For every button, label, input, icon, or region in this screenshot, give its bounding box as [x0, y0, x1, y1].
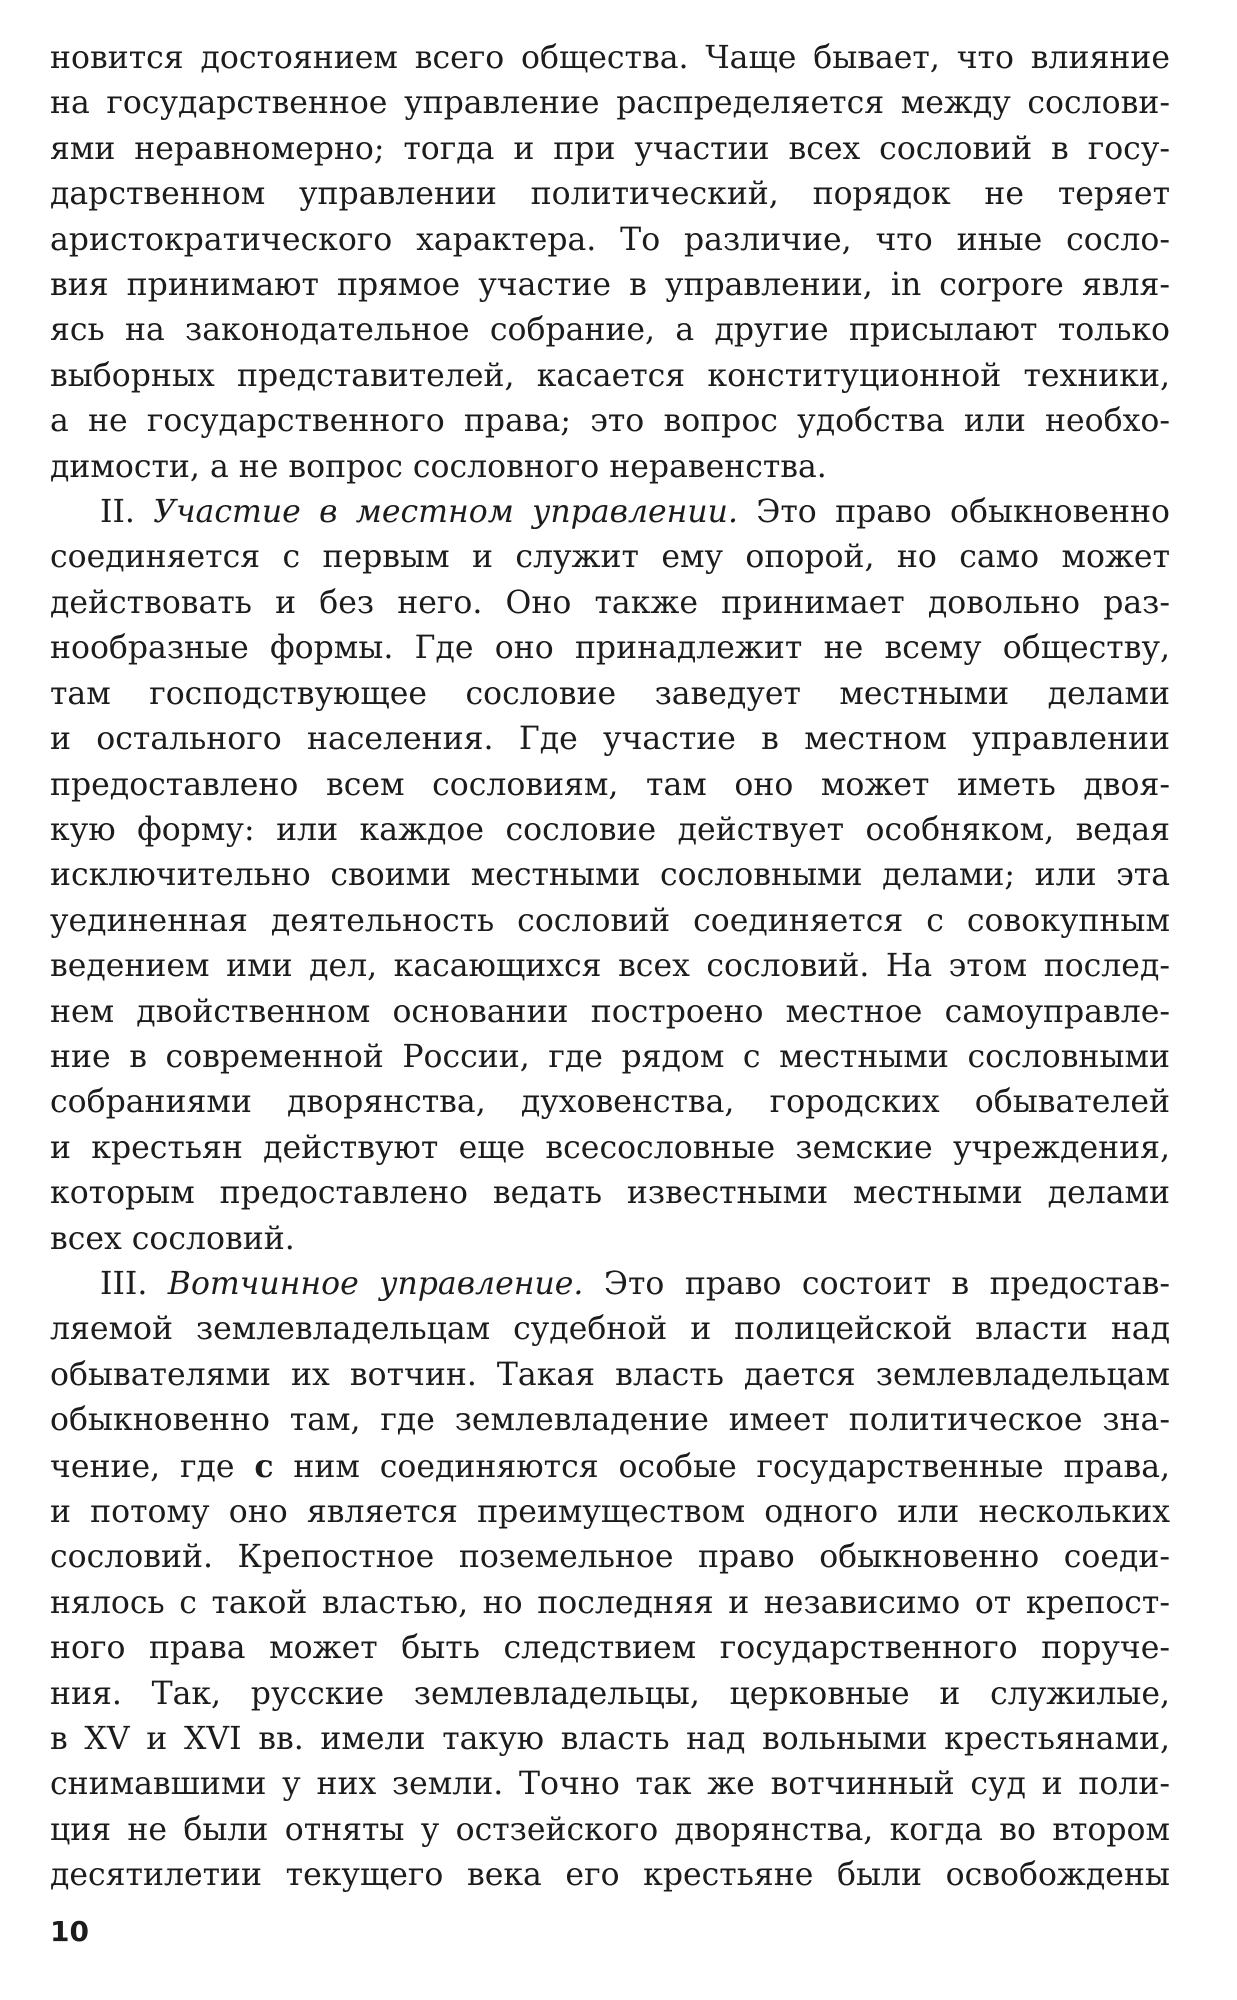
text-line: обыкновенно там, где землевладение имеет политическое зна-: [50, 1402, 1170, 1439]
text-line: собраниями дворянства, духовенства, городских обывателей: [50, 1084, 1170, 1121]
section-numeral: III.: [100, 1265, 148, 1302]
text-line: соединяется с первым и служит ему опорой, но само может: [50, 539, 1170, 576]
text-line: исключительно своими местными сословными делами; или эта: [50, 857, 1170, 894]
text-line: на государственное управление распределяется между сослови-: [50, 85, 1170, 122]
text-line: и крестьян действуют еще всесословные земские учреждения,: [50, 1129, 1170, 1166]
text-line: ного права может быть следствием государственного поруче-: [50, 1630, 1170, 1667]
text-line: выборных представителей, касается конституционной техники,: [50, 357, 1170, 394]
text-line: которым предоставлено ведать известными местными делами: [50, 1175, 1170, 1212]
text-line: ями неравномерно; тогда и при участии всех сословий в госу-: [50, 130, 1170, 167]
text-line: ние в современной России, где рядом с местными сословными: [50, 1038, 1170, 1075]
text-line: новится достоянием всего общества. Чаще бывает, что влияние: [50, 40, 1170, 76]
section-heading: Участие в местном управлении.: [153, 494, 738, 531]
text-line: в XV и XVI вв. имели такую власть над вольными крестьянами,: [50, 1721, 1170, 1758]
text-line: всех сословий.: [50, 1220, 295, 1257]
text-line: нем двойственном основании построено местное самоуправле-: [50, 993, 1170, 1030]
paragraph-patrimonial-government: [50, 1262, 1170, 1899]
bold-letter: с: [254, 1447, 274, 1485]
text-line: снимавшими у них земли. Точно так же вотчинный суд и поли-: [50, 1766, 1170, 1803]
text-line: нообразные формы. Где оно принадлежит не всему обществу,: [50, 630, 1170, 667]
paragraph-continuation: [50, 36, 1170, 490]
paragraph-local-government: [50, 490, 1170, 1262]
text-line: ция не были отняты у остзейского дворянства, когда во втором: [50, 1811, 1170, 1848]
text-line: и потому оно является преимуществом одного или нескольких: [50, 1494, 1170, 1530]
text-fragment: ним соединяются особые государственные права,: [293, 1448, 1171, 1485]
text-line: десятилетии текущего века его крестьяне были освобождены: [50, 1857, 1170, 1894]
page-text: [50, 36, 1170, 1899]
text-fragment: чение, где: [50, 1448, 235, 1485]
text-line: действовать и без него. Оно также принимает довольно раз-: [50, 584, 1170, 621]
text-line: а не государственного права; это вопрос удобства или необхо-: [50, 403, 1170, 440]
page-number: 10: [50, 1915, 89, 1948]
text-line: [50, 490, 1170, 535]
text-line: [50, 1262, 1170, 1307]
text-line: нялось с такой властью, но последняя и независимо от крепост-: [50, 1584, 1170, 1621]
text-line: предоставлено всем сословиям, там оно может иметь двоя-: [50, 766, 1170, 803]
text-fragment: Это право состоит в предостав-: [603, 1265, 1171, 1302]
text-line: дарственном управлении политический, порядок не теряет: [50, 176, 1170, 213]
text-line: аристократического характера. То различие, что иные сосло-: [50, 221, 1170, 258]
text-line: уединенная деятельность сословий соединяется с совокупным: [50, 902, 1170, 939]
text-line: сословий. Крепостное поземельное право обыкновенно соеди-: [50, 1539, 1170, 1576]
section-numeral: II.: [100, 494, 135, 531]
text-line: вия принимают прямое участие в управлении, in corpore явля-: [50, 267, 1170, 304]
text-line: [50, 1444, 1170, 1490]
text-line: и остального населения. Где участие в местном управлении: [50, 721, 1170, 758]
text-line: ясь на законодательное собрание, а другие присылают только: [50, 312, 1170, 349]
text-line: ния. Так, русские землевладельцы, церковные и служилые,: [50, 1675, 1170, 1712]
text-line: димости, а не вопрос сословного неравенства.: [50, 448, 827, 485]
text-line: ведением ими дел, касающихся всех сословий. На этом послед-: [50, 948, 1170, 985]
text-line: кую форму: или каждое сословие действует особняком, ведая: [50, 811, 1170, 848]
text-fragment: Это право обыкновенно: [756, 494, 1170, 531]
text-line: обывателями их вотчин. Такая власть дается землевладельцам: [50, 1356, 1170, 1393]
text-line: ляемой землевладельцам судебной и полицейской власти над: [50, 1311, 1170, 1348]
section-heading: Вотчинное управление.: [167, 1265, 584, 1302]
text-line: там господствующее сословие заведует местными делами: [50, 675, 1170, 712]
